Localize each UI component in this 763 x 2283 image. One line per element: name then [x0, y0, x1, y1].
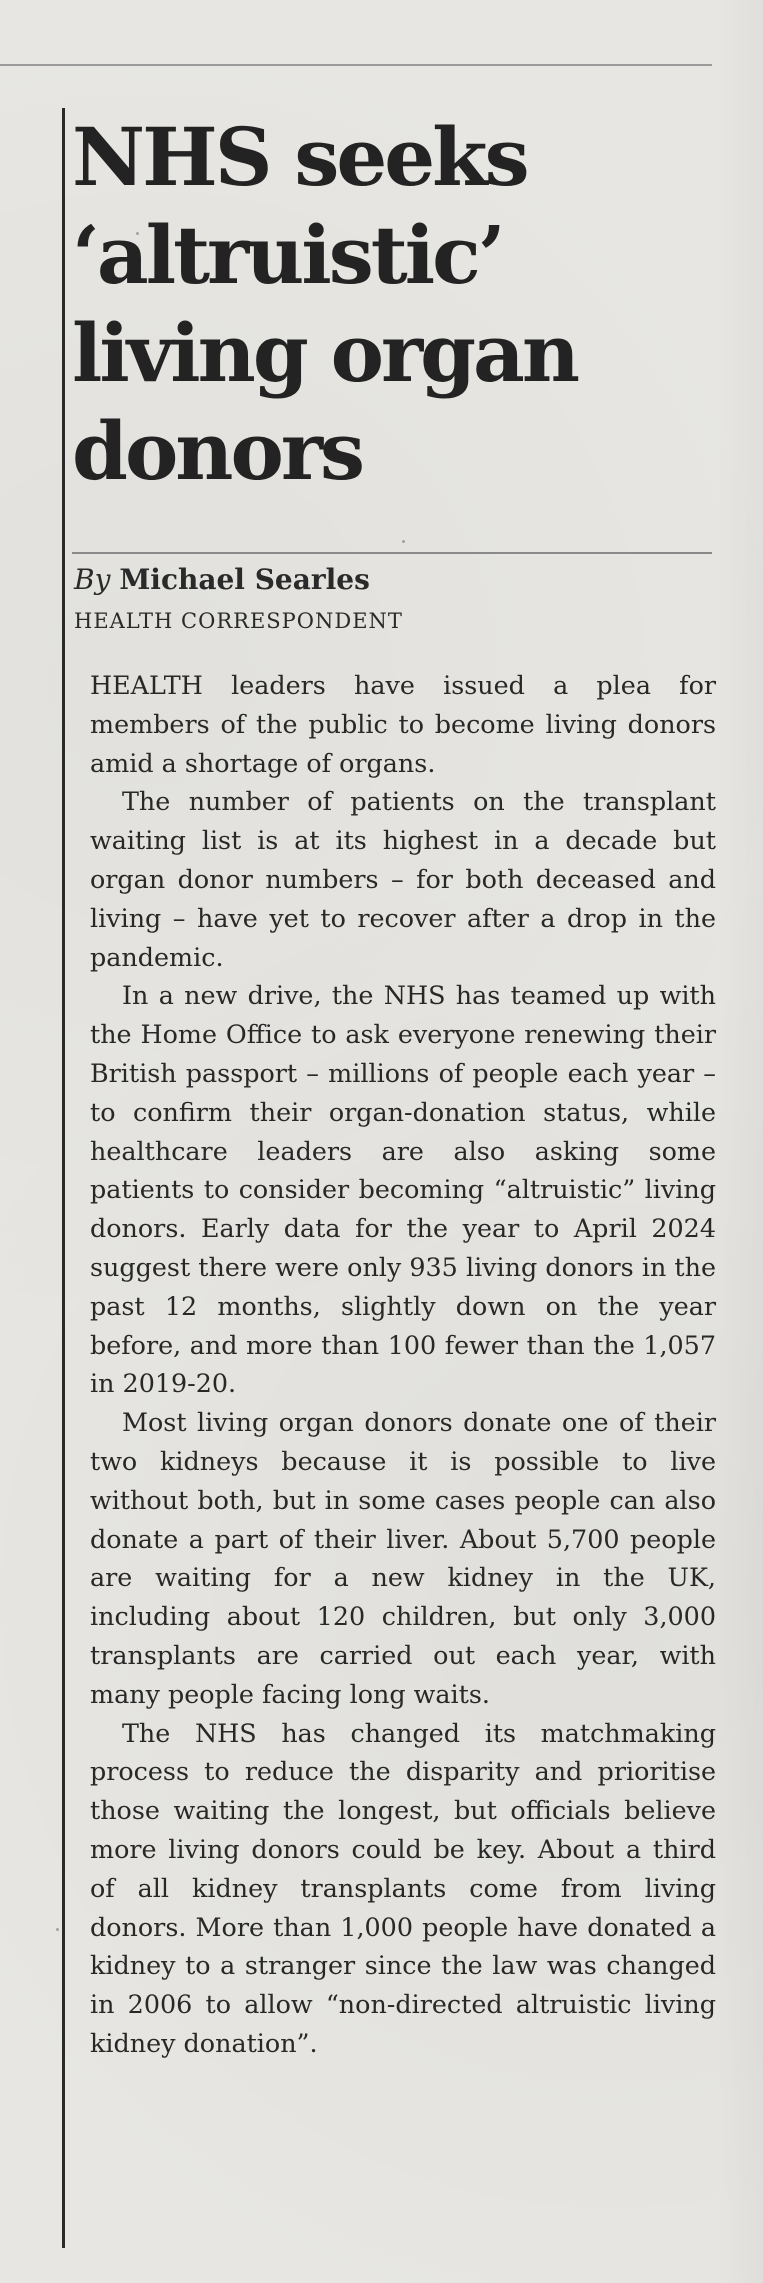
paragraph: HEALTH leaders have issued a plea for members of the public to become living donors amid a shortage of organs.: [90, 670, 716, 778]
headline: NHS seeks ‘altruistic’ living organ donors: [72, 110, 578, 498]
paragraph: In a new drive, the NHS has teamed up with the Home Office to ask everyone renewing their British passport – millions of people each year – to confirm their organ-donation status, while healthcare leaders are also asking some patients to consider becoming “altruistic” living donors. Early data for the year to April 2024 suggest there were only 935 living donors in the past 12 months, slightly down on the year before, and more than 100 fewer than the 1,057 in 2019-20.: [90, 980, 716, 1399]
author-role: HEALTH CORRESPONDENT: [74, 609, 403, 633]
column-rule: [62, 108, 65, 2248]
byline-prefix: By: [74, 563, 111, 596]
paper-speck: [56, 1928, 59, 1931]
adjacent-column-bleed: [716, 0, 763, 2283]
paper-speck: [402, 540, 405, 543]
top-rule: [0, 64, 712, 66]
byline-rule: [72, 552, 712, 554]
paragraph: Most living organ donors donate one of their two kidneys because it is possible to live without both, but in some cases people can also donate a part of their liver. About 5,700 people are waiting for a new kidney in the UK, including about 120 children, but only 3,000 transplants are carried out each year, with many people facing long waits.: [90, 1407, 716, 1709]
paragraph: The NHS has changed its matchmaking process to reduce the disparity and prioritise those waiting the longest, but officials believe more living donors could be key. About a third of all kidney transplants come from living donors. More than 1,000 people have donated a kidney to a stranger since the law was changed in 2006 to allow “non-directed altruistic living kidney donation”.: [90, 1717, 716, 2058]
author-name: Michael Searles: [119, 563, 370, 596]
article-body: [90, 666, 716, 2063]
paragraph: The number of patients on the transplant waiting list is at its highest in a decade but organ donor numbers – for both deceased and living – have yet to recover after a drop in the pandemic.: [90, 786, 716, 972]
paper-speck: [136, 232, 139, 235]
byline: [74, 560, 714, 600]
